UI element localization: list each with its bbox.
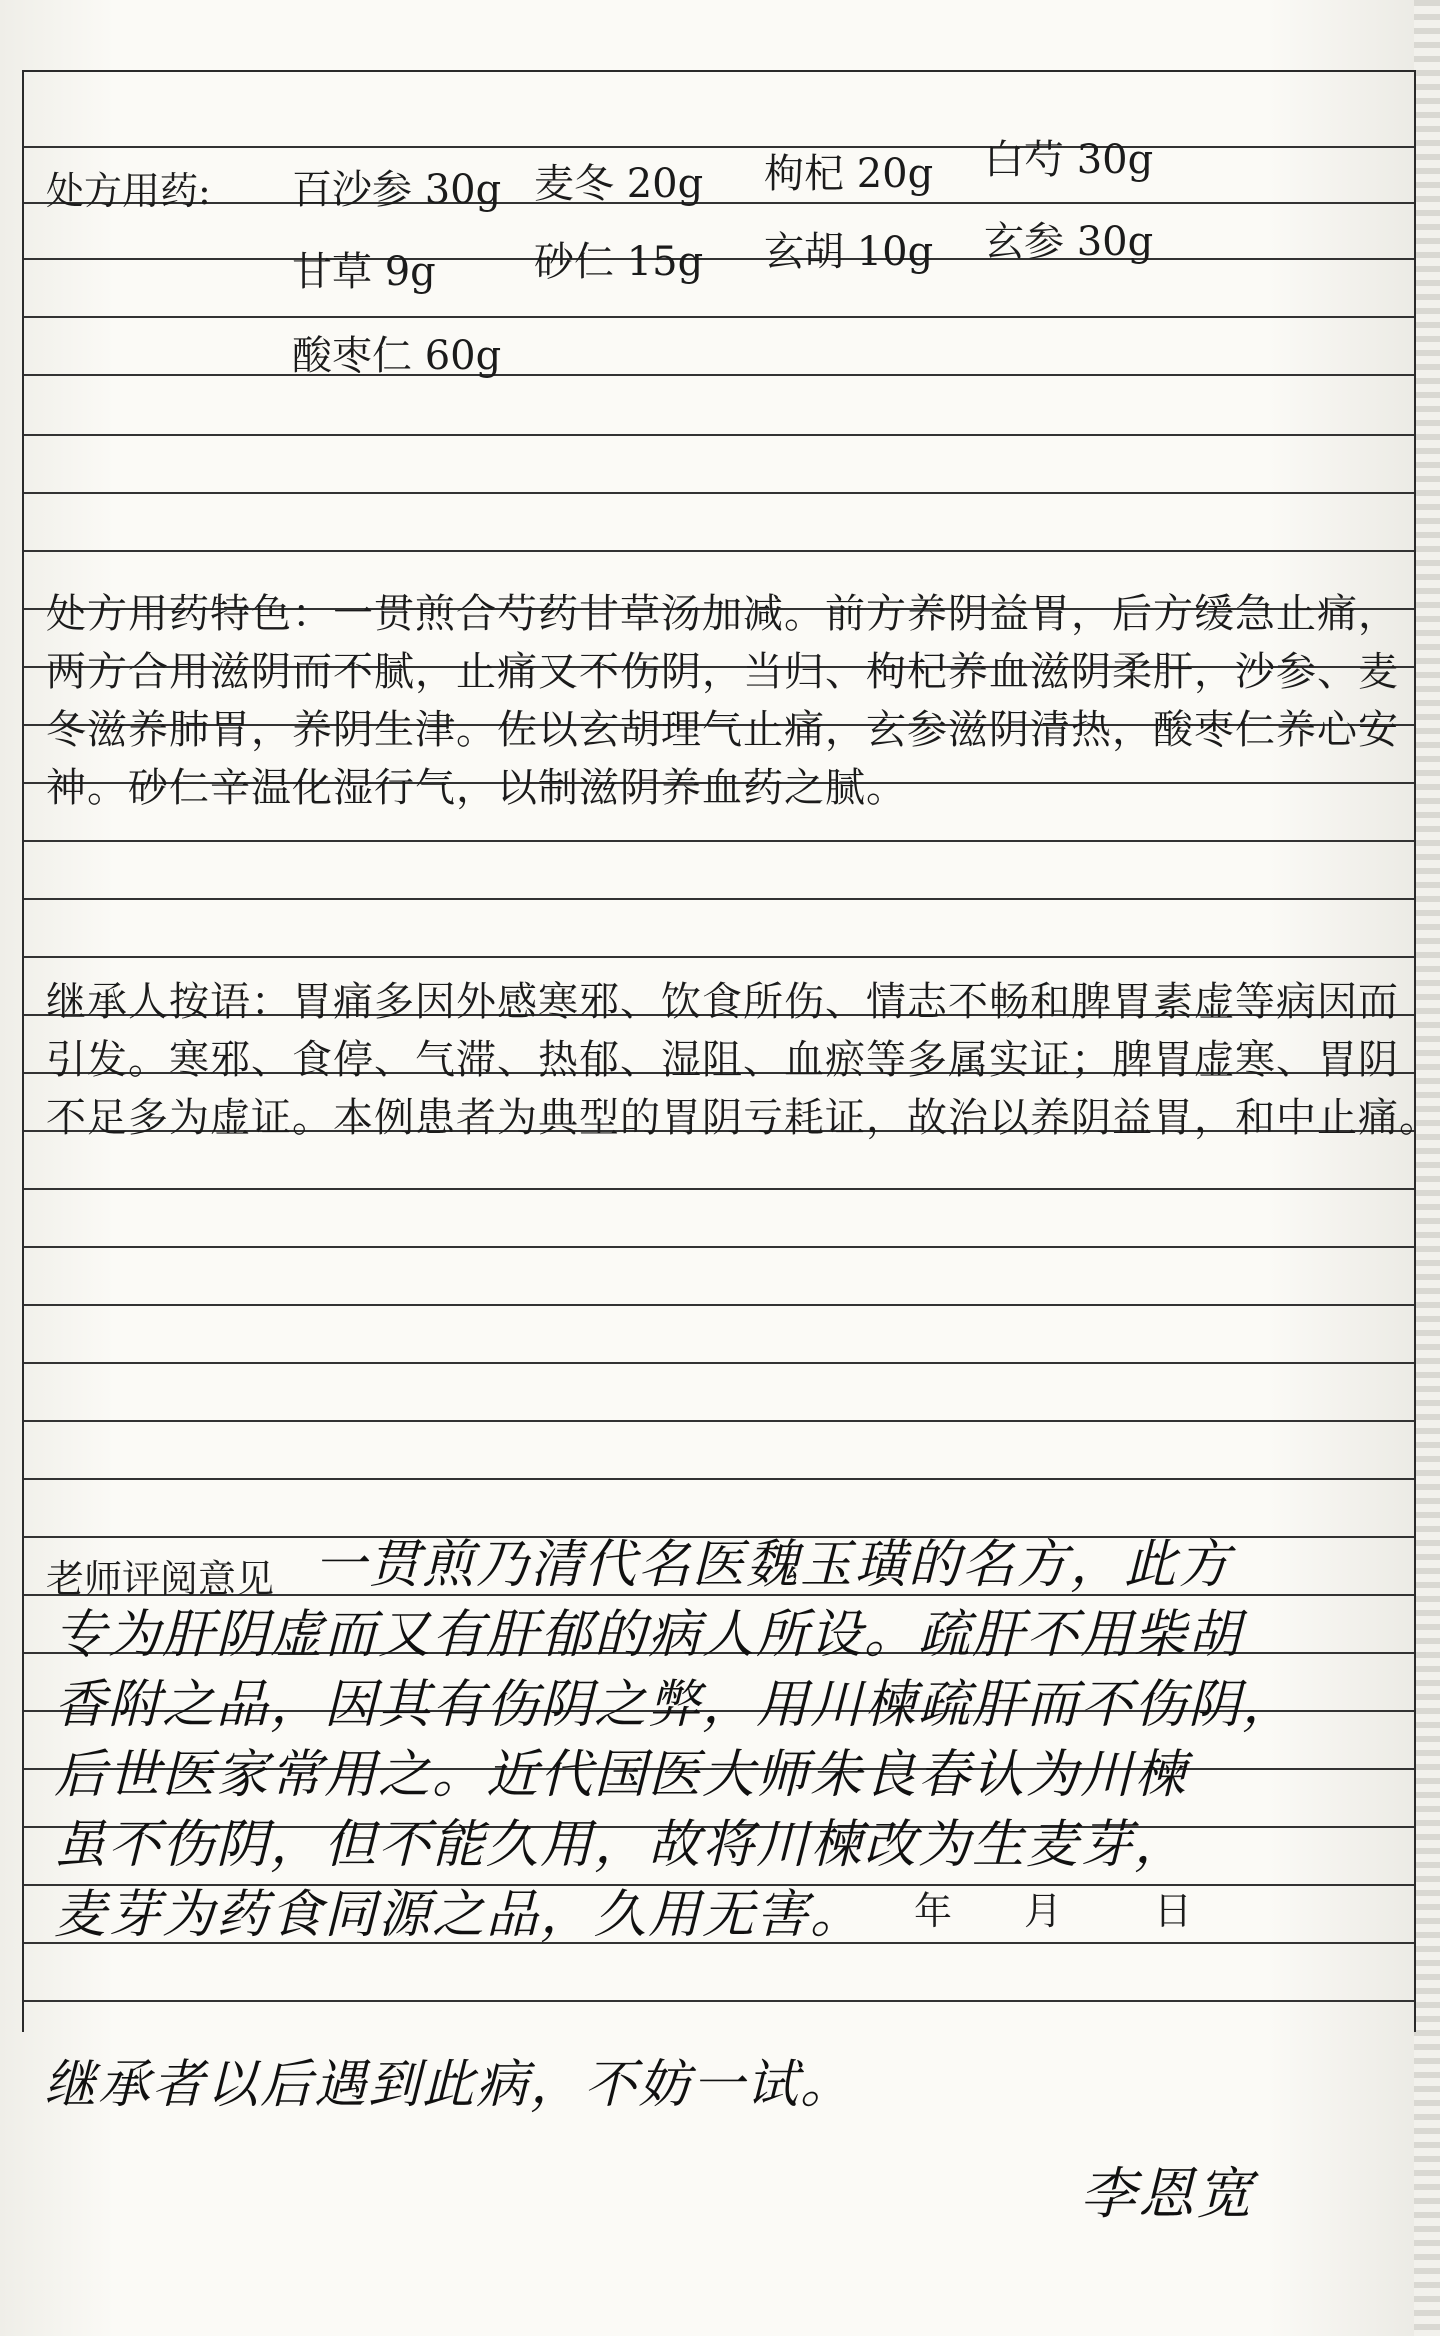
ruled-line (24, 1478, 1414, 1480)
date-day-label: 日 (1154, 1889, 1193, 1933)
ruled-line (24, 1188, 1414, 1190)
ruled-line (24, 840, 1414, 842)
ruled-line (24, 1304, 1414, 1306)
ruled-line (24, 146, 1414, 148)
ruled-line (24, 202, 1414, 204)
ruled-line (24, 550, 1414, 552)
form-frame (22, 70, 1440, 2032)
features-line: 冬滋养肺胃，养阴生津。佐以玄胡理气止痛，玄参滋阴清热，酸枣仁养心安 (46, 707, 1399, 753)
ruled-line (24, 258, 1414, 260)
ruled-line (24, 374, 1414, 376)
prescription-label: 处方用药: (46, 169, 211, 213)
date-year-label: 年 (914, 1889, 953, 1933)
handwritten-comment-line: 麦芽为药食同源之品，久用无害。 (54, 1885, 865, 1945)
medicine-item: 甘草 9g (292, 249, 436, 295)
medicine-item: 麦冬 20g (534, 161, 704, 207)
teacher-review-label: 老师评阅意见 (46, 1557, 275, 1601)
notebook-binding (1414, 0, 1440, 2336)
handwritten-comment-line: 香附之品，因其有伤阴之弊，用川楝疏肝而不伤阴， (54, 1675, 1297, 1735)
features-line: 处方用药特色：一贯煎合芍药甘草汤加减。前方养阴益胃，后方缓急止痛， (46, 591, 1399, 637)
ruled-line (24, 434, 1414, 436)
ruled-line (24, 2000, 1414, 2002)
medicine-item: 砂仁 15g (534, 239, 704, 285)
signature: 李恩宽 (1080, 2162, 1254, 2227)
successor-note-line: 引发。寒邪、食停、气滞、热郁、湿阻、血瘀等多属实证；脾胃虚寒、胃阴 (46, 1037, 1399, 1083)
ruled-line (24, 316, 1414, 318)
medicine-item: 玄参 30g (984, 219, 1154, 265)
medicine-item: 枸杞 20g (764, 151, 934, 197)
medicine-item: 百沙参 30g (292, 167, 502, 213)
ruled-line (24, 898, 1414, 900)
ruled-line (24, 956, 1414, 958)
handwritten-comment-line: 一贯煎乃清代名医魏玉璜的名方，此方 (314, 1535, 1233, 1595)
ruled-line (24, 1362, 1414, 1364)
ruled-line (24, 1420, 1414, 1422)
medicine-item: 玄胡 10g (764, 229, 934, 275)
handwritten-comment-line: 虽不伤阴，但不能久用，故将川楝改为生麦芽， (54, 1815, 1189, 1875)
date-month-label: 月 (1024, 1889, 1063, 1933)
ruled-line (24, 492, 1414, 494)
medicine-item: 白芍 30g (984, 137, 1154, 183)
features-line: 神。砂仁辛温化湿行气，以制滋阴养血药之腻。 (46, 765, 907, 811)
successor-note-line: 不足多为虚证。本例患者为典型的胃阴亏耗证，故治以养阴益胃，和中止痛。 (46, 1095, 1440, 1141)
ruled-line (24, 1246, 1414, 1248)
handwritten-comment-line: 专为肝阴虚而又有肝郁的病人所设。疏肝不用柴胡 (54, 1605, 1243, 1665)
handwritten-outside-note: 继承者以后遇到此病，不妨一试。 (44, 2055, 855, 2115)
features-line: 两方合用滋阴而不腻，止痛又不伤阴，当归、枸杞养血滋阴柔肝，沙参、麦 (46, 649, 1399, 695)
handwritten-comment-line: 后世医家常用之。近代国医大师朱良春认为川楝 (54, 1745, 1189, 1805)
successor-note-line: 继承人按语：胃痛多因外感寒邪、饮食所伤、情志不畅和脾胃素虚等病因而 (46, 979, 1399, 1025)
medicine-item: 酸枣仁 60g (292, 333, 502, 379)
